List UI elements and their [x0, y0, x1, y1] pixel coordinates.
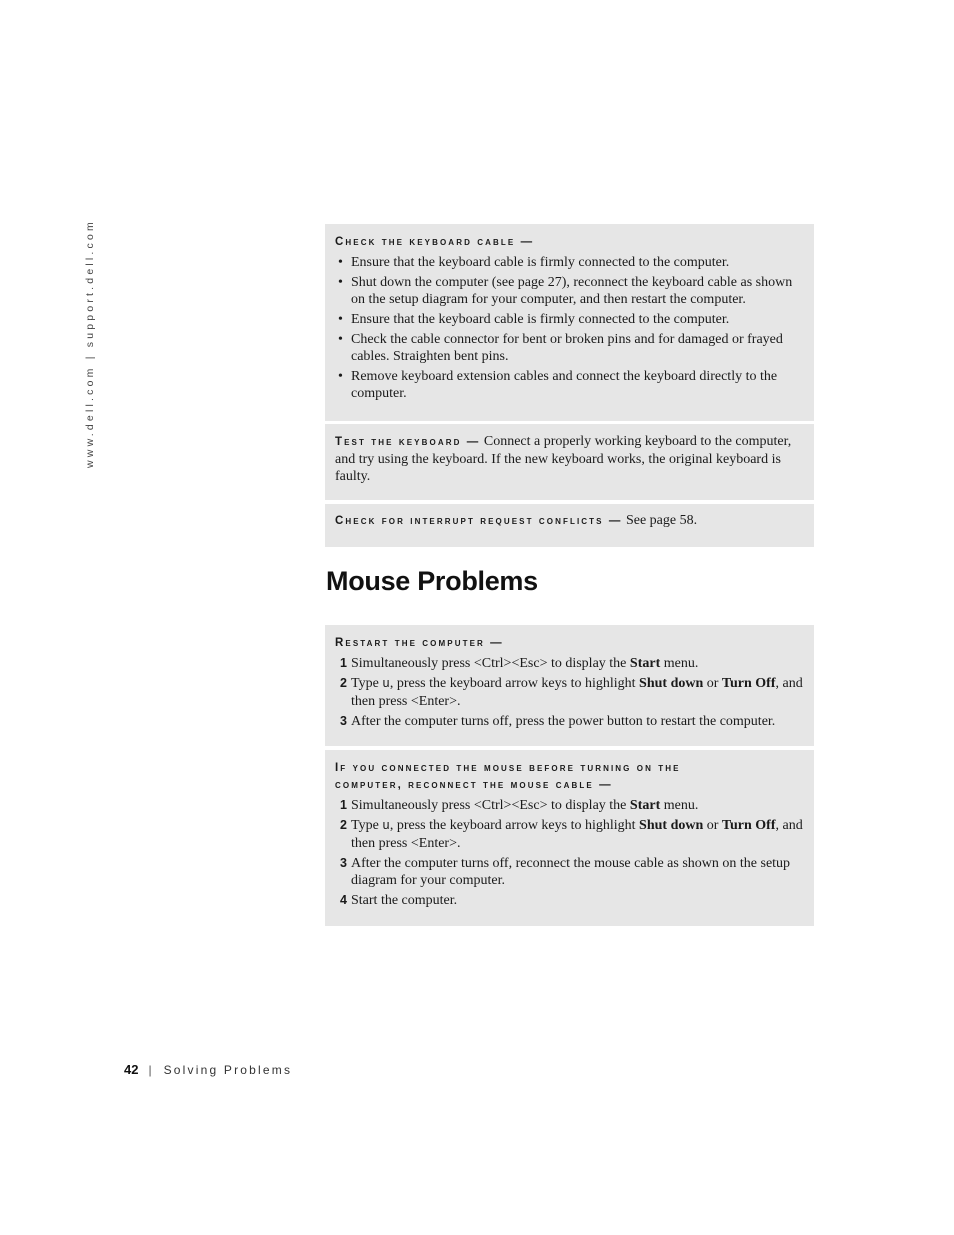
list-item: 2 Type u, press the keyboard arrow keys to highlight Shut down or Turn Off, and then press <Enter>.	[340, 676, 803, 709]
list-item: 2 Type u, press the keyboard arrow keys to highlight Shut down or Turn Off, and then press <Enter>.	[340, 818, 803, 851]
restart-computer-heading: Restart the computer —	[335, 637, 504, 649]
list-item: • Remove keyboard extension cables and connect the keyboard directly to the computer.	[338, 369, 778, 401]
list-item: • Check the cable connector for bent or broken pins and for damaged or frayed cables. Straighten bent pins.	[338, 332, 783, 364]
list-item: • Ensure that the keyboard cable is firmly connected to the computer.	[338, 255, 730, 270]
footer-separator: |	[148, 1063, 152, 1077]
step-number: 1	[340, 656, 347, 670]
test-keyboard-heading: Test the keyboard —	[335, 436, 481, 448]
list-item: 3 After the computer turns off, press the power button to restart the computer.	[340, 714, 776, 729]
keyboard-cable-heading: Check the keyboard cable —	[335, 236, 535, 248]
step-number: 3	[340, 714, 347, 728]
step-number: 2	[340, 818, 347, 832]
list-item: 1 Simultaneously press <Ctrl><Esc> to display the Start menu.	[340, 656, 699, 671]
test-keyboard-paragraph	[335, 433, 803, 485]
reconnect-steps-list	[335, 797, 803, 909]
list-item: 1 Simultaneously press <Ctrl><Esc> to display the Start menu.	[340, 798, 699, 813]
step-number: 2	[340, 676, 347, 690]
test-keyboard-box	[325, 424, 814, 500]
section-title: Mouse Problems	[326, 566, 538, 596]
bullet-icon: •	[338, 332, 343, 347]
step-number: 3	[340, 856, 347, 870]
list-item: 4 Start the computer.	[340, 893, 458, 908]
step-number: 4	[340, 893, 347, 907]
test-keyboard-text: Connect a properly working keyboard to the computer, and try using the keyboard. If the new keyboard works, the original keyboard is faulty.	[335, 434, 792, 484]
list-item: • Shut down the computer (see page 27), reconnect the keyboard cable as shown on the setup diagram for your computer, and then restart the computer.	[338, 275, 793, 307]
keyboard-cable-list	[335, 254, 803, 402]
bullet-icon: •	[338, 312, 343, 327]
irq-conflicts-heading: Check for interrupt request conflicts —	[335, 515, 623, 527]
side-url-text: www.dell.com | support.dell.com	[84, 219, 96, 468]
irq-conflicts-text: See page 58.	[625, 513, 698, 528]
page-footer	[124, 1062, 292, 1077]
bullet-icon: •	[338, 255, 343, 270]
list-item: • Ensure that the keyboard cable is firmly connected to the computer.	[338, 312, 730, 327]
restart-steps-list	[335, 655, 803, 730]
bullet-icon: •	[338, 275, 343, 290]
bullet-icon: •	[338, 369, 343, 384]
irq-conflicts-paragraph	[335, 512, 803, 530]
page-number: 42	[124, 1062, 139, 1077]
footer-section-name: Solving Problems	[163, 1063, 293, 1077]
reconnect-mouse-heading: If you connected the mouse before turning on the computer, reconnect the mouse cable —	[335, 762, 681, 791]
list-item: 3 After the computer turns off, reconnect the mouse cable as shown on the setup diagram for your computer.	[340, 856, 791, 888]
reconnect-mouse-box	[325, 750, 814, 926]
irq-conflicts-box	[325, 504, 814, 547]
restart-computer-box	[325, 625, 814, 746]
step-number: 1	[340, 798, 347, 812]
keyboard-cable-box	[325, 224, 814, 421]
